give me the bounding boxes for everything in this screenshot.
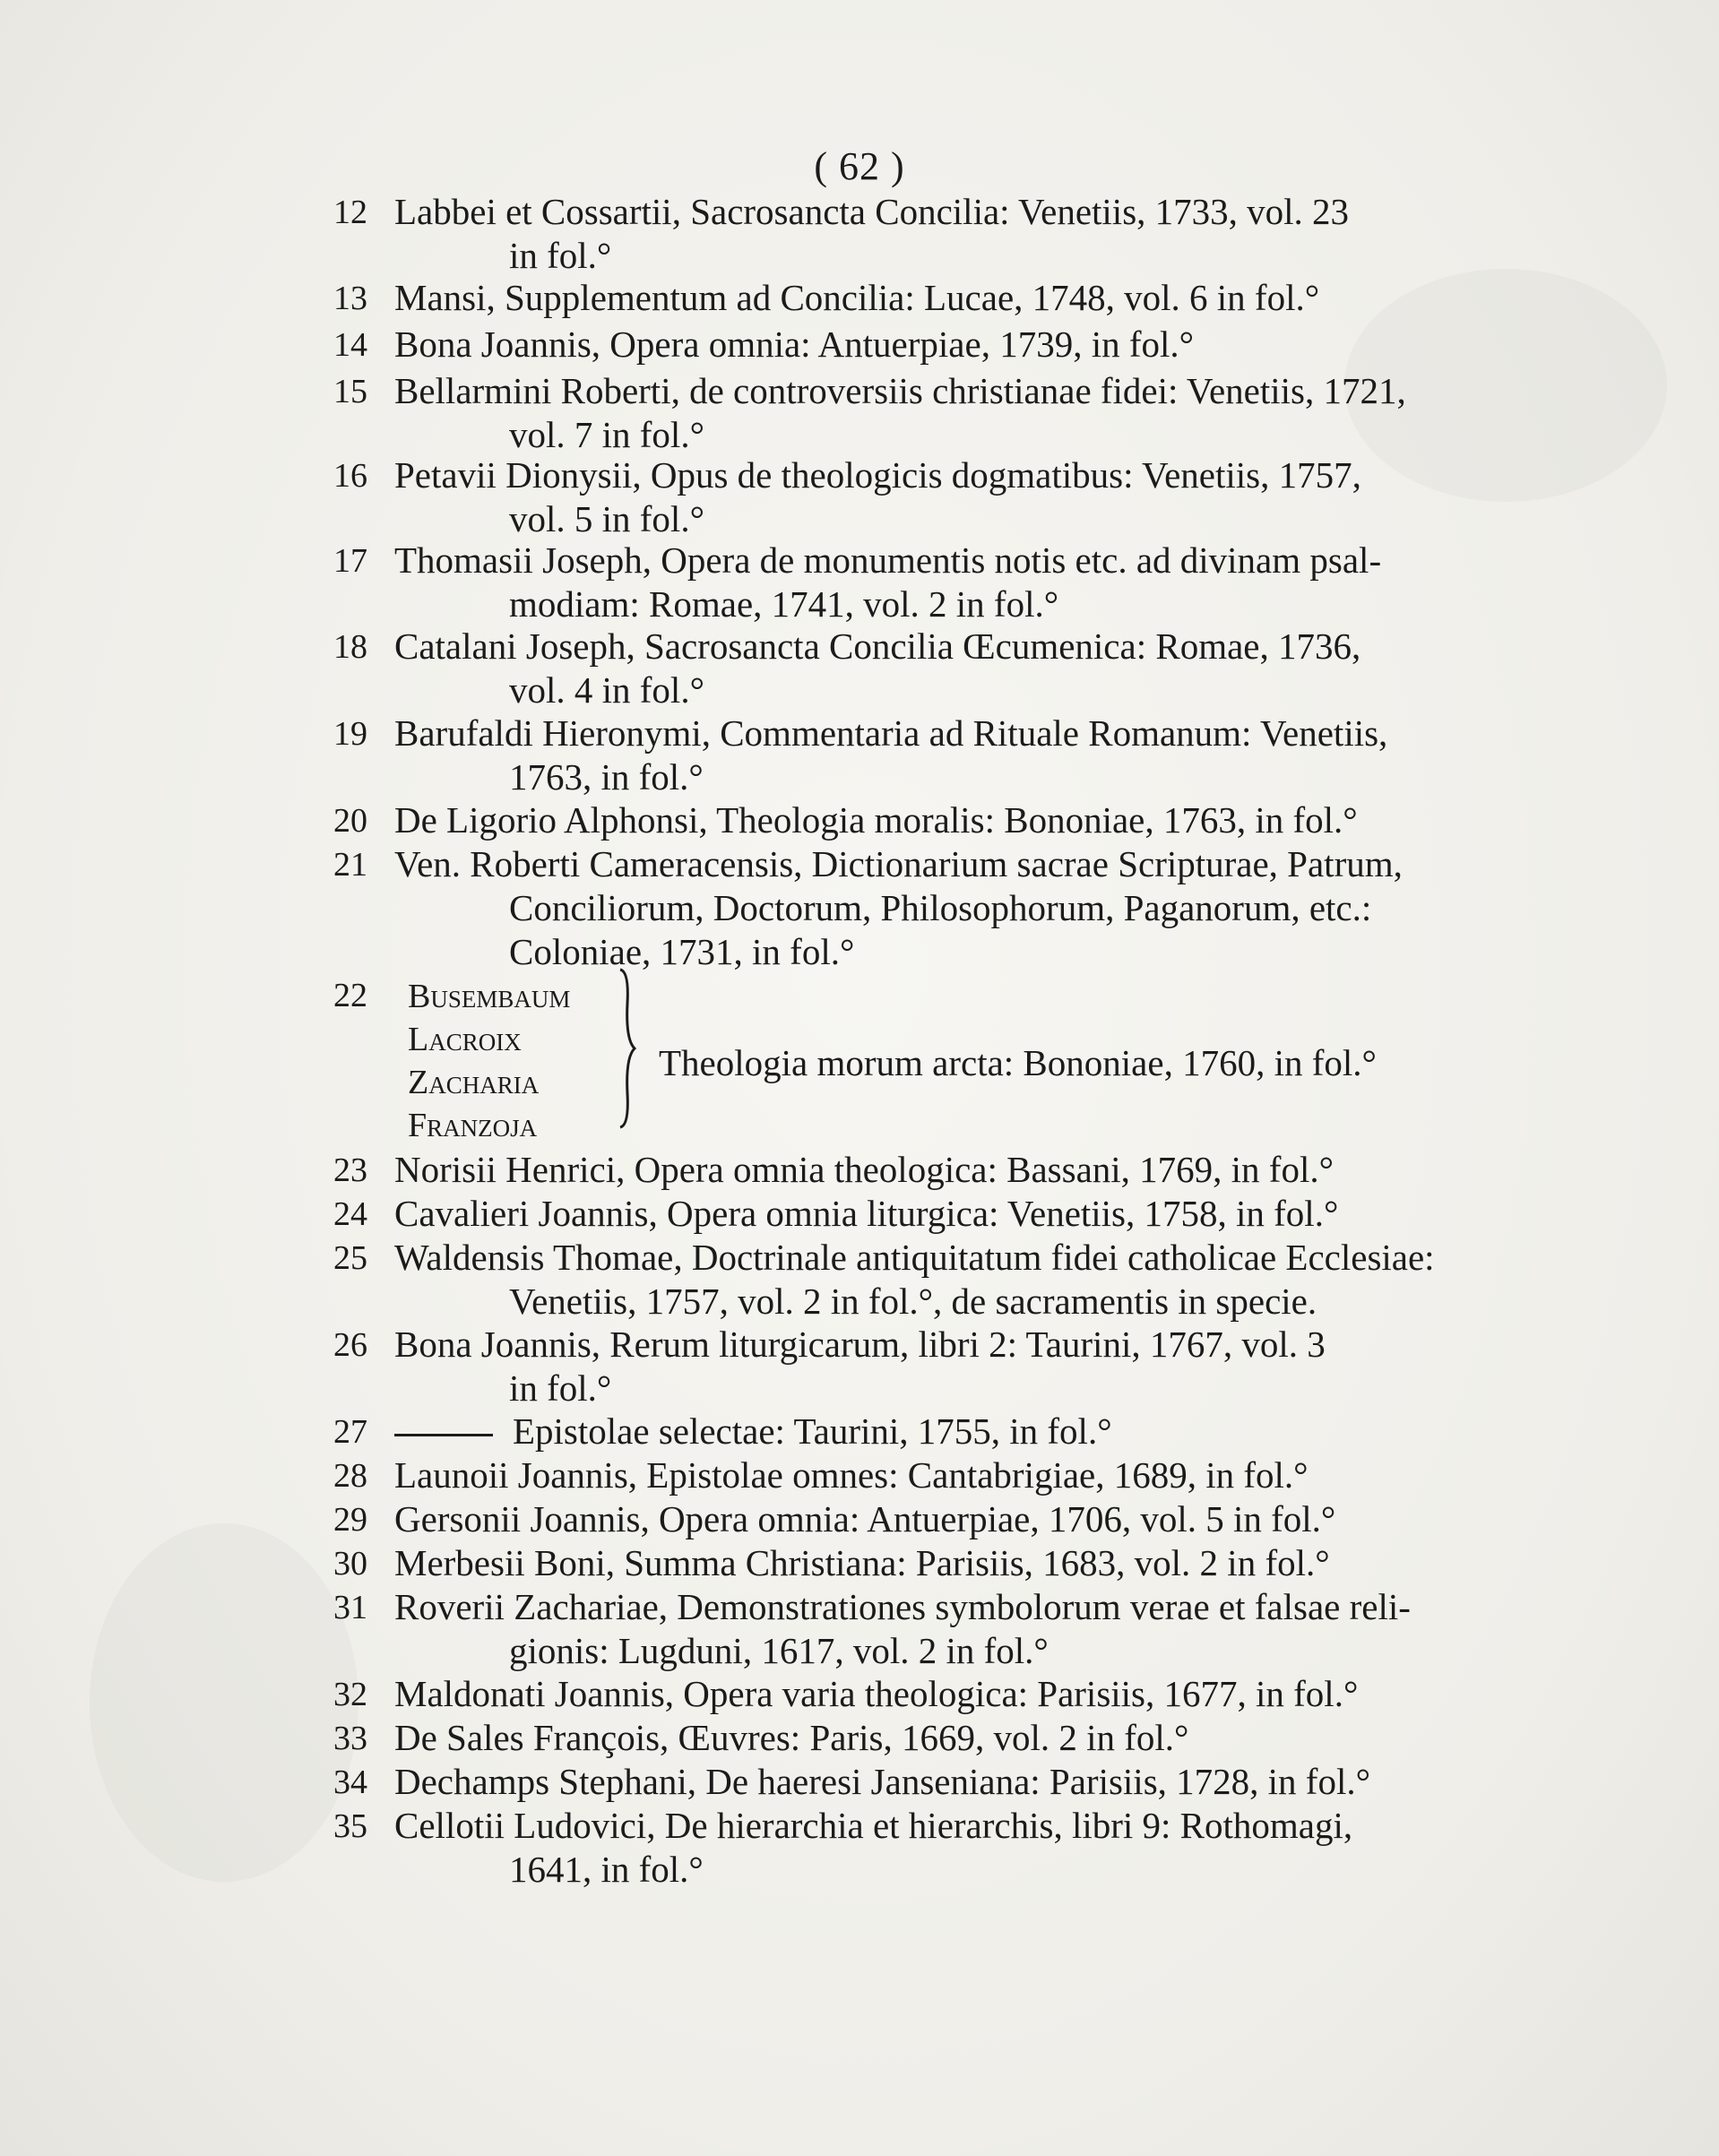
ditto-dash — [394, 1434, 493, 1436]
entry-line: Bona Joannis, Opera omnia: Antuerpiae, 1739, in fol.° — [394, 323, 1195, 365]
entry-line: Launoii Joannis, Epistolae omnes: Cantabrigiae, 1689, in fol.° — [394, 1454, 1309, 1496]
entry-line: Norisii Henrici, Opera omnia theologica: Bassani, 1769, in fol.° — [394, 1149, 1335, 1190]
entry-number: 35 — [333, 1807, 367, 1845]
entry-line: Cellotii Ludovici, De hierarchia et hierarchis, libri 9: Rothomagi, — [394, 1805, 1353, 1846]
entry-number: 20 — [333, 802, 367, 840]
entry-line: Cavalieri Joannis, Opera omnia liturgica: Venetiis, 1758, in fol.° — [394, 1193, 1339, 1234]
entry-line-wrap — [394, 1410, 1112, 1452]
entry-number: 34 — [333, 1764, 367, 1801]
entry-line: De Ligorio Alphonsi, Theologia moralis: Bononiae, 1763, in fol.° — [394, 799, 1358, 841]
entry-number: 29 — [333, 1501, 367, 1539]
entry-number: 33 — [333, 1720, 367, 1757]
entry-line: Barufaldi Hieronymi, Commentaria ad Rituale Romanum: Venetiis, — [394, 712, 1388, 754]
entry-line: Catalani Joseph, Sacrosancta Concilia Œcumenica: Romae, 1736, — [394, 625, 1361, 667]
entry-line: Mansi, Supplementum ad Concilia: Lucae, 1748, vol. 6 in fol.° — [394, 277, 1320, 318]
entry-line: Bona Joannis, Rerum liturgicarum, libri 2: Taurini, 1767, vol. 3 — [394, 1324, 1326, 1365]
brace-icon — [617, 968, 636, 1129]
author-name: Franzoja — [408, 1107, 538, 1144]
entry-line: Gersonii Joannis, Opera omnia: Antuerpiae, 1706, vol. 5 in fol.° — [394, 1498, 1336, 1539]
entry-line: in fol.° — [509, 235, 612, 276]
entry-number: 28 — [333, 1457, 367, 1495]
entry-number: 30 — [333, 1545, 367, 1583]
entry-line: vol. 5 in fol.° — [509, 498, 704, 539]
entry-number: 12 — [333, 194, 367, 231]
author-name: Busembaum — [408, 978, 571, 1015]
entry-line: Theologia morum arcta: Bononiae, 1760, in fol.° — [659, 1042, 1377, 1083]
entry-line: Ven. Roberti Cameracensis, Dictionarium sacrae Scripturae, Patrum, — [394, 843, 1403, 884]
entry-line: Bellarmini Roberti, de controversiis christianae fidei: Venetiis, 1721, — [394, 370, 1406, 411]
entry-number: 25 — [333, 1239, 367, 1277]
entry-line: modiam: Romae, 1741, vol. 2 in fol.° — [509, 583, 1059, 625]
entry-number: 18 — [333, 628, 367, 666]
entry-number: 31 — [333, 1589, 367, 1626]
entry-line: Conciliorum, Doctorum, Philosophorum, Paganorum, etc.: — [509, 887, 1372, 928]
entry-number: 21 — [333, 846, 367, 884]
entry-line: Venetiis, 1757, vol. 2 in fol.°, de sacramentis in specie. — [509, 1281, 1317, 1322]
entry-line: Roverii Zachariae, Demonstrationes symbolorum verae et falsae reli- — [394, 1586, 1411, 1627]
entry-number: 27 — [333, 1413, 367, 1451]
entry-number: 24 — [333, 1195, 367, 1233]
paper-stain — [90, 1523, 358, 1882]
entry-number: 17 — [333, 542, 367, 580]
entry-line: vol. 7 in fol.° — [509, 414, 704, 455]
entry-line: Merbesii Boni, Summa Christiana: Parisiis, 1683, vol. 2 in fol.° — [394, 1542, 1330, 1583]
entry-line: 1763, in fol.° — [509, 756, 704, 798]
entry-number: 13 — [333, 280, 367, 317]
entry-line: De Sales François, Œuvres: Paris, 1669, vol. 2 in fol.° — [394, 1717, 1189, 1758]
entry-number: 14 — [333, 326, 367, 364]
entry-line: Labbei et Cossartii, Sacrosancta Concilia: Venetiis, 1733, vol. 23 — [394, 191, 1350, 232]
entry-line: gionis: Lugduni, 1617, vol. 2 in fol.° — [509, 1630, 1049, 1671]
entry-number: 22 — [333, 977, 367, 1014]
entry-line: Waldensis Thomae, Doctrinale antiquitatum fidei catholicae Ecclesiae: — [394, 1237, 1435, 1278]
entry-line: Epistolae selectae: Taurini, 1755, in fol.° — [513, 1410, 1112, 1452]
entry-number: 19 — [333, 715, 367, 753]
author-name: Zacharia — [408, 1064, 540, 1101]
entry-number: 26 — [333, 1326, 367, 1364]
entry-line: in fol.° — [509, 1367, 612, 1409]
entry-number: 16 — [333, 457, 367, 495]
entry-line: Coloniae, 1731, in fol.° — [509, 931, 855, 972]
entry-number: 15 — [333, 373, 367, 410]
entry-number: 23 — [333, 1151, 367, 1189]
entry-line: Maldonati Joannis, Opera varia theologica: Parisiis, 1677, in fol.° — [394, 1673, 1359, 1714]
entry-line: 1641, in fol.° — [509, 1849, 704, 1890]
entry-line: Thomasii Joseph, Opera de monumentis notis etc. ad divinam psal- — [394, 539, 1382, 581]
entry-line: Petavii Dionysii, Opus de theologicis dogmatibus: Venetiis, 1757, — [394, 454, 1361, 496]
page-number: ( 62 ) — [814, 144, 905, 188]
entry-number: 32 — [333, 1676, 367, 1713]
entry-line: Dechamps Stephani, De haeresi Janseniana: Parisiis, 1728, in fol.° — [394, 1761, 1370, 1802]
entry-line: vol. 4 in fol.° — [509, 669, 704, 711]
author-name: Lacroix — [408, 1021, 522, 1058]
